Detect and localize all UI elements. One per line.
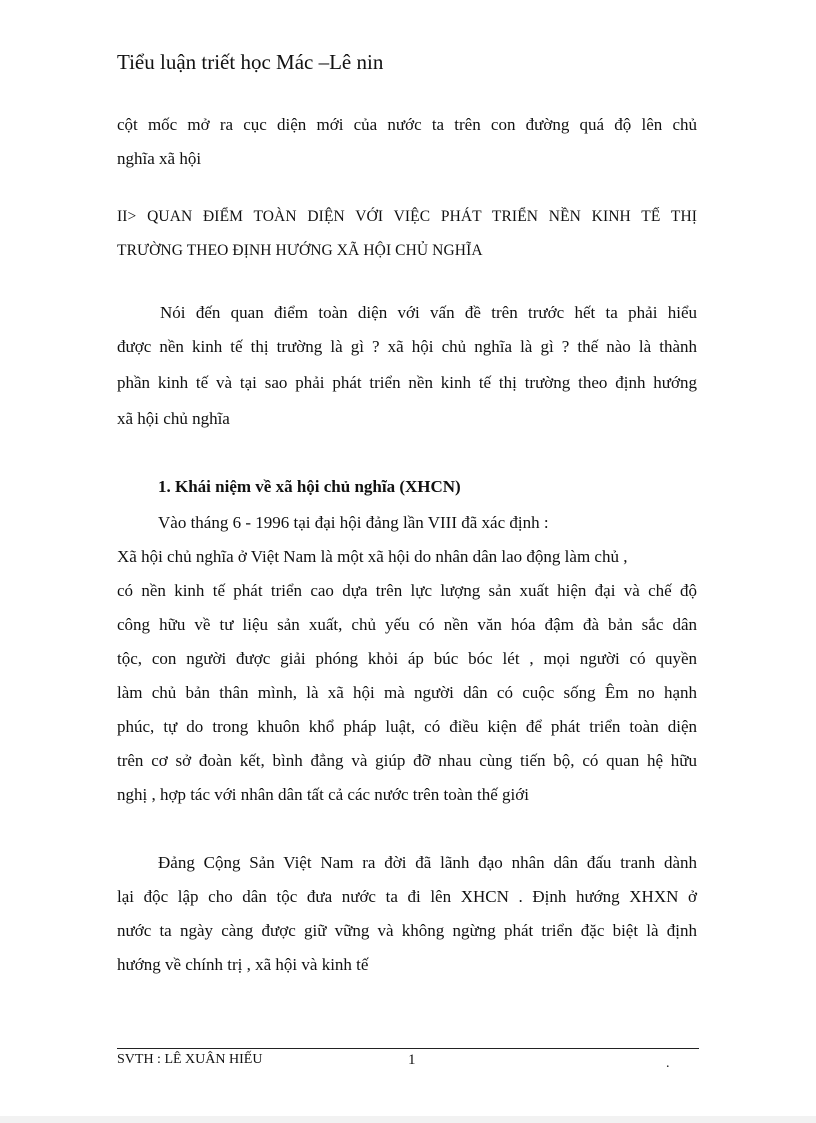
paragraph3-line-3: nước ta ngày càng được giữ vững và không ngừng phát triển đặc biệt là định [117,921,697,940]
intro-line-1: cột mốc mở ra cục diện mới của nước ta trên con đường quá độ lên chủ [117,115,697,134]
paragraph2-line-6: làm chủ bản thân mình, là xã hội mà người dân có cuộc sống Êm no hạnh [117,683,697,702]
paragraph2-line-2: Xã hội chủ nghĩa ở Việt Nam là một xã hội do nhân dân lao động làm chủ , [117,547,628,566]
paragraph2-line-3: có nền kinh tế phát triển cao dựa trên lực lượng sản xuất hiện đại và chế độ [117,581,697,600]
footer-mark: . [666,1056,670,1071]
paragraph2-line-4: công hữu về tư liệu sản xuất, chủ yếu có nền văn hóa đậm đà bản sắc dân [117,615,697,634]
paragraph3-line-4: hướng về chính trị , xã hội và kinh tế [117,955,369,974]
footer-rule [117,1048,699,1049]
section-heading-line-1: II> QUAN ĐIỂM TOÀN DIỆN VỚI VIỆC PHÁT TRIỂN NỀN KINH TẾ THỊ [117,208,697,225]
paragraph3-line-1: Đảng Cộng Sản Việt Nam ra đời đã lãnh đạo nhân dân đấu tranh dành [158,853,697,872]
page-bottom-strip [0,1116,816,1123]
footer-author: SVTH : LÊ XUÂN HIẾU [117,1052,263,1067]
paragraph1-line-4: xã hội chủ nghĩa [117,409,230,428]
paragraph2-line-9: nghị , hợp tác với nhân dân tất cả các nước trên toàn thế giới [117,785,529,804]
paragraph1-line-1: Nói đến quan điểm toàn diện với vấn đề trên trước hết ta phải hiểu [160,303,697,322]
paragraph2-line-1: Vào tháng 6 - 1996 tại đại hội đảng lần VIII đã xác định : [158,513,549,532]
section-heading-line-2: TRƯỜNG THEO ĐỊNH HƯỚNG XÃ HỘI CHỦ NGHĨA [117,242,483,259]
page-header-title: Tiểu luận triết học Mác –Lê nin [117,50,384,74]
paragraph3-line-2: lại độc lập cho dân tộc đưa nước ta đi lên XHCN . Định hướng XHXN ở [117,887,697,906]
paragraph1-line-3: phần kinh tế và tại sao phải phát triển nền kinh tế thị trường theo định hướng [117,373,697,392]
paragraph2-line-8: trên cơ sở đoàn kết, bình đẳng và giúp đỡ nhau cùng tiến bộ, có quan hệ hữu [117,751,697,770]
paragraph1-line-2: được nền kinh tế thị trường là gì ? xã hội chủ nghĩa là gì ? thế nào là thành [117,337,697,356]
subheading-xhcn: 1. Khái niệm về xã hội chủ nghĩa (XHCN) [158,477,461,496]
intro-line-2: nghĩa xã hội [117,149,202,168]
footer-page-number: 1 [408,1052,416,1068]
paragraph2-line-7: phúc, tự do trong khuôn khổ pháp luật, có điều kiện để phát triển toàn diện [117,717,697,736]
paragraph2-line-5: tộc, con người được giải phóng khỏi áp búc bóc lét , mọi người có quyền [117,649,697,668]
